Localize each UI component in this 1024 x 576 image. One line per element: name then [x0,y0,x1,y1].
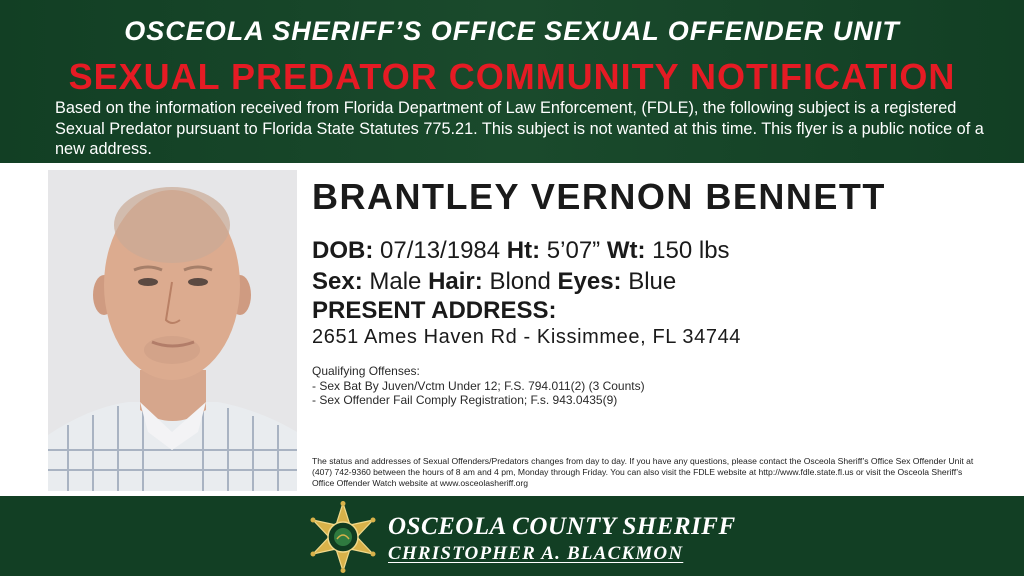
offenses-heading: Qualifying Offenses: [312,364,420,378]
dob-value: 07/13/1984 [380,237,501,264]
physical-line-1 [312,237,730,265]
offense-item: - Sex Offender Fail Comply Registration; F.s. 943.0435(9) [312,393,618,407]
address-label: PRESENT ADDRESS: [312,297,557,324]
sex-value: Male [369,268,422,295]
subject-photo [48,170,297,491]
eyes-value: Blue [628,268,677,295]
footer-line-2: CHRISTOPHER A. BLACKMON [388,543,684,564]
dob-label: DOB: [312,237,374,264]
offenses-section [312,364,645,408]
sex-label: Sex: [312,268,363,295]
eyes-label: Eyes: [557,268,622,295]
hair-value: Blond [489,268,551,295]
subject-photo-illustration [48,170,297,491]
height-value: 5’07” [546,237,601,264]
address-value: 2651 Ames Haven Rd - Kissimmee, FL 34744 [312,326,742,348]
intro-text: Based on the information received from Florida Department of Law Enforcement, (FDLE), the following subject is a registered Sexual Predator pursuant to Florida State Statutes 775.21. This subject is not wanted at this time. This flyer is a public notice of a new address. [55,99,984,158]
unit-title: OSCEOLA SHERIFF’S OFFICE SEXUAL OFFENDER UNIT [124,16,900,46]
weight-value: 150 lbs [652,237,730,264]
disclaimer-text: The status and addresses of Sexual Offenders/Predators changes from day to day. If you have any questions, please contact the Osceola Sheriff’s Office Sex Offender Unit at (407) 742-9360 between the hours of 8 am and 4 pm, Monday through Friday. You can also visit the FDLE website at http://www.fdle.state.fl.us or visit the Osceola Sheriff’s Office Offender Watch website at www.osceolasheriff.org [312,456,974,488]
sheriff-star-badge-icon [307,501,379,573]
hair-label: Hair: [428,268,483,295]
footer-line-1: OSCEOLA COUNTY SHERIFF [388,513,736,540]
height-label: Ht: [506,237,541,264]
weight-label: Wt: [606,237,646,264]
offense-item: - Sex Bat By Juven/Vctm Under 12; F.S. 794.011(2) (3 Counts) [312,378,645,393]
physical-line-2 [312,268,676,296]
notice-title: SEXUAL PREDATOR COMMUNITY NOTIFICATION [68,56,956,97]
subject-name: BRANTLEY VERNON BENNETT [312,176,886,217]
